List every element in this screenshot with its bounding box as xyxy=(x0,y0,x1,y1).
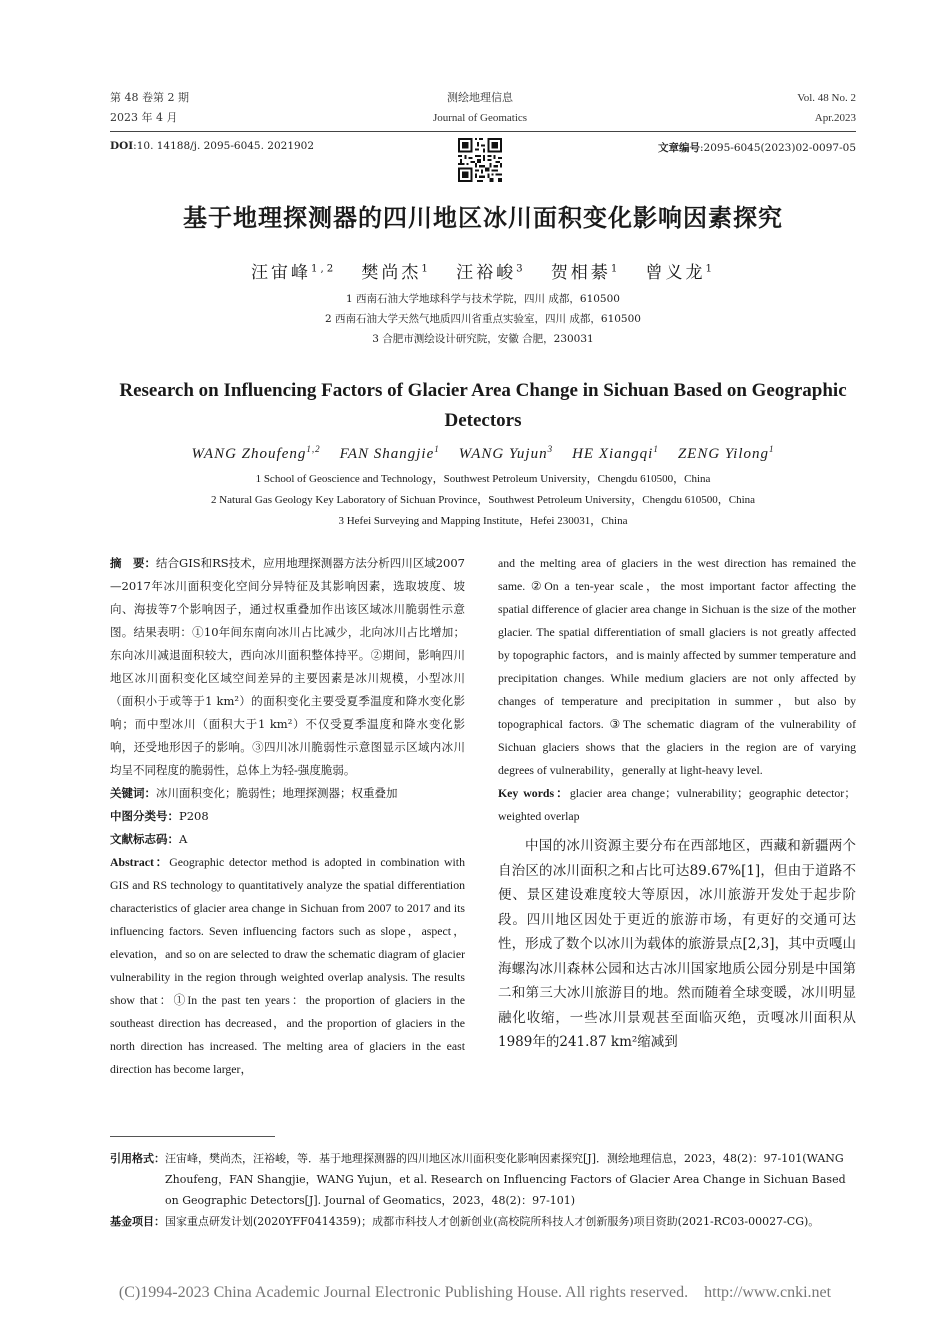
date-cn: 2023 年 4 月 xyxy=(110,111,178,124)
date-en: Apr.2023 xyxy=(814,112,856,124)
keywords-cn-text: 冰川面积变化；脆弱性；地理探测器；权重叠加 xyxy=(156,786,398,800)
volume-en: Vol. 48 No. 2 xyxy=(797,92,856,104)
funding xyxy=(110,1211,856,1232)
clc-value: P208 xyxy=(179,809,209,823)
article-no-label: 文章编号 xyxy=(658,142,701,154)
article-no-value: :2095-6045(2023)02-0097-05 xyxy=(700,142,856,154)
citation-text: 汪宙峰，樊尚杰，汪裕峻，等．基于地理探测器的四川地区冰川面积变化影响因素探究[J]．测绘地理信息，2023，48(2)：97-101(WANG Zhoufeng，FAN Shangjie，WANG Yujun，et al. Research on Influencing Factors of Glacier Area Change in Sichuan Based on Geographic Detectors[J]. Journal of Geomatics，2023，48(2)：97-101) xyxy=(165,1152,846,1207)
journal-name-cn: 测绘地理信息 xyxy=(447,91,513,104)
keywords-en-text: glacier area change；vulnerability；geographic detector；weighted overlap xyxy=(498,786,856,823)
affiliation-en: 3 Hefei Surveying and Mapping Institute，Hefei 230031，China xyxy=(338,515,628,527)
author-cn: 贺相綦$^1$ xyxy=(550,263,621,283)
article-number xyxy=(600,140,856,155)
doi xyxy=(110,140,314,152)
abstract-cn-label: 摘 要： xyxy=(110,556,157,570)
author-cn: 曾义龙$^1$ xyxy=(645,263,715,283)
doc-code-value: A xyxy=(179,832,188,846)
authors-en xyxy=(110,446,856,463)
author-cn: 樊尚杰$^1$ xyxy=(361,263,431,283)
affiliations-cn xyxy=(110,289,856,349)
header-rule xyxy=(110,131,856,132)
doi-value: :10. 14188/j. 2095-6045. 2021902 xyxy=(133,140,315,152)
clc-label: 中图分类号： xyxy=(110,809,179,823)
funding-text: 国家重点研发计划(2020YFF0414359)；成都市科技人才创新创业(高校院所科技人才创新服务)项目资助(2021-RC03-00027-CG)。 xyxy=(165,1215,820,1228)
affiliation-cn: 3 合肥市测绘设计研究院，安徽 合肥，230031 xyxy=(372,333,594,345)
affiliation-en: 1 School of Geoscience and Technology，Southwest Petroleum University，Chengdu 610500，China xyxy=(255,473,711,485)
author-cn: 汪宙峰$^{1,2}$ xyxy=(250,263,337,283)
title-cn: 基于地理探测器的四川地区冰川面积变化影响因素探究 xyxy=(183,203,783,232)
left-column xyxy=(110,552,465,1081)
footnote-rule xyxy=(110,1136,275,1137)
doi-label: DOI xyxy=(110,140,134,152)
clc-number xyxy=(110,805,465,828)
author-en: ZENG Yilong$^1$ xyxy=(677,444,775,462)
abstract-cn-text: 结合GIS和RS技术，应用地理探测器方法分析四川区域2007—2017年冰川面积变化空间分异特征及其影响因素，选取坡度、坡向、海拔等7个影响因子，通过权重叠加作出该区域冰川脆弱性示意图。结果表明：①10年间东南向冰川占比减少，北向冰川占比增加；东向冰川减退面积较大，西向冰川面积整体持平。②期间，影响四川地区冰川面积变化区域空间差异的主要因素是冰川规模，小型冰川（面积小于或等于1 km²）的面积变化主要受夏季温度和降水变化影响；而中型冰川（面积大于1 km²）不仅受夏季温度和降水变化影响，还受地形因子的影响。③四川冰川脆弱性示意图显示区域内冰川均呈不同程度的脆弱性，总体上为轻-强度脆弱。 xyxy=(110,556,465,777)
right-column xyxy=(498,552,856,1055)
citation xyxy=(110,1148,856,1232)
keywords-cn-label: 关键词： xyxy=(110,786,156,800)
author-en: WANG Zhoufeng$^{1,2}$ xyxy=(191,444,321,462)
keywords-en xyxy=(498,782,856,828)
abstract-en-continued: and the melting area of glaciers in the west direction has remained the same. ②On a ten-year scale，the most important factor affecting the spatial difference of glacier area change in Sichuan is the size of the mother glacier. The spatial differentiation of small glaciers is not greatly affected by topographic factors，and is mainly affected by summer temperature and precipitation changes. While medium glaciers are not only affected by changes of temperature and precipitation in summer，but also by topographical factors. ③The schematic diagram of the vulnerability of Sichuan glaciers shows that the glaciers in the region are of varying degrees of vulnerability，generally at light-heavy level. xyxy=(498,556,856,777)
header-right xyxy=(656,88,856,128)
affiliation-cn: 2 西南石油大学天然气地质四川省重点实验室，四川 成都，610500 xyxy=(325,313,641,325)
header-left xyxy=(110,88,189,128)
author-en: HE Xiangqi$^1$ xyxy=(572,444,659,462)
journal-name-en: Journal of Geomatics xyxy=(432,112,528,124)
keywords-en-label: Key words： xyxy=(498,786,570,800)
qr-code-icon xyxy=(458,138,502,182)
keywords-cn xyxy=(110,782,465,805)
title-en: Research on Influencing Factors of Glacier Area Change in Sichuan Based on Geographic Detectors xyxy=(119,380,847,431)
affiliation-en: 2 Natural Gas Geology Key Laboratory of Sichuan Province，Southwest Petroleum University，Chengdu 610500，China xyxy=(210,494,756,506)
body-paragraph: 中国的冰川资源主要分布在西部地区，西藏和新疆两个自治区的冰川面积之和占比可达89.67%[1]，但由于道路不便、景区建设难度较大等原因，冰川旅游开发处于起步阶段。四川地区因处于更近的旅游市场，有更好的交通可达性，形成了数个以冰川为载体的旅游景点[2,3]，其中贡嘎山海螺沟冰川森林公园和达古冰川国家地质公园分别是中国第二和第三大冰川旅游目的地。然而随着全球变暖，冰川明显融化收缩，一些冰川景观甚至面临灭绝，贡嘎冰川面积从1989年的241.87 km²缩减到 xyxy=(498,838,856,1050)
abstract-en xyxy=(110,851,465,1081)
volume-cn: 第 48 卷第 2 期 xyxy=(110,91,189,104)
author-en: FAN Shangjie$^1$ xyxy=(339,444,440,462)
author-en: WANG Yujun$^3$ xyxy=(458,444,554,462)
document-code xyxy=(110,828,465,851)
header-center xyxy=(380,88,580,128)
funding-label: 基金项目： xyxy=(110,1215,165,1228)
affiliation-cn: 1 西南石油大学地球科学与技术学院，四川 成都，610500 xyxy=(346,293,620,305)
affiliations-en xyxy=(110,469,856,532)
author-cn: 汪裕峻$^3$ xyxy=(456,263,526,283)
abstract-cn xyxy=(110,552,465,782)
abstract-en-label: Abstract： xyxy=(110,855,170,869)
abstract-en-text: Geographic detector method is adopted in combination with GIS and RS technology to quantitatively analyze the spatial differentiation characteristics of glacier area change in Sichuan from 2007 to 2017 and its influencing factors. Seven influencing factors such as slope，aspect，elevation，and so on are selected to draw the schematic diagram of glacier vulnerability in the region through weighted overlap analysis. The results show that：①In the past ten years：the proportion of glaciers in the southeast direction has decreased，and the proportion of glaciers in the north direction has increased. The melting area of glaciers in the east direction has become larger， xyxy=(110,855,465,1076)
citation-label: 引用格式： xyxy=(110,1152,165,1165)
authors-cn xyxy=(110,258,856,283)
copyright-footer: (C)1994-2023 China Academic Journal Electronic Publishing House. All rights reserved. http://www.cnki.net xyxy=(118,1284,832,1301)
doc-code-label: 文献标志码： xyxy=(110,832,179,846)
